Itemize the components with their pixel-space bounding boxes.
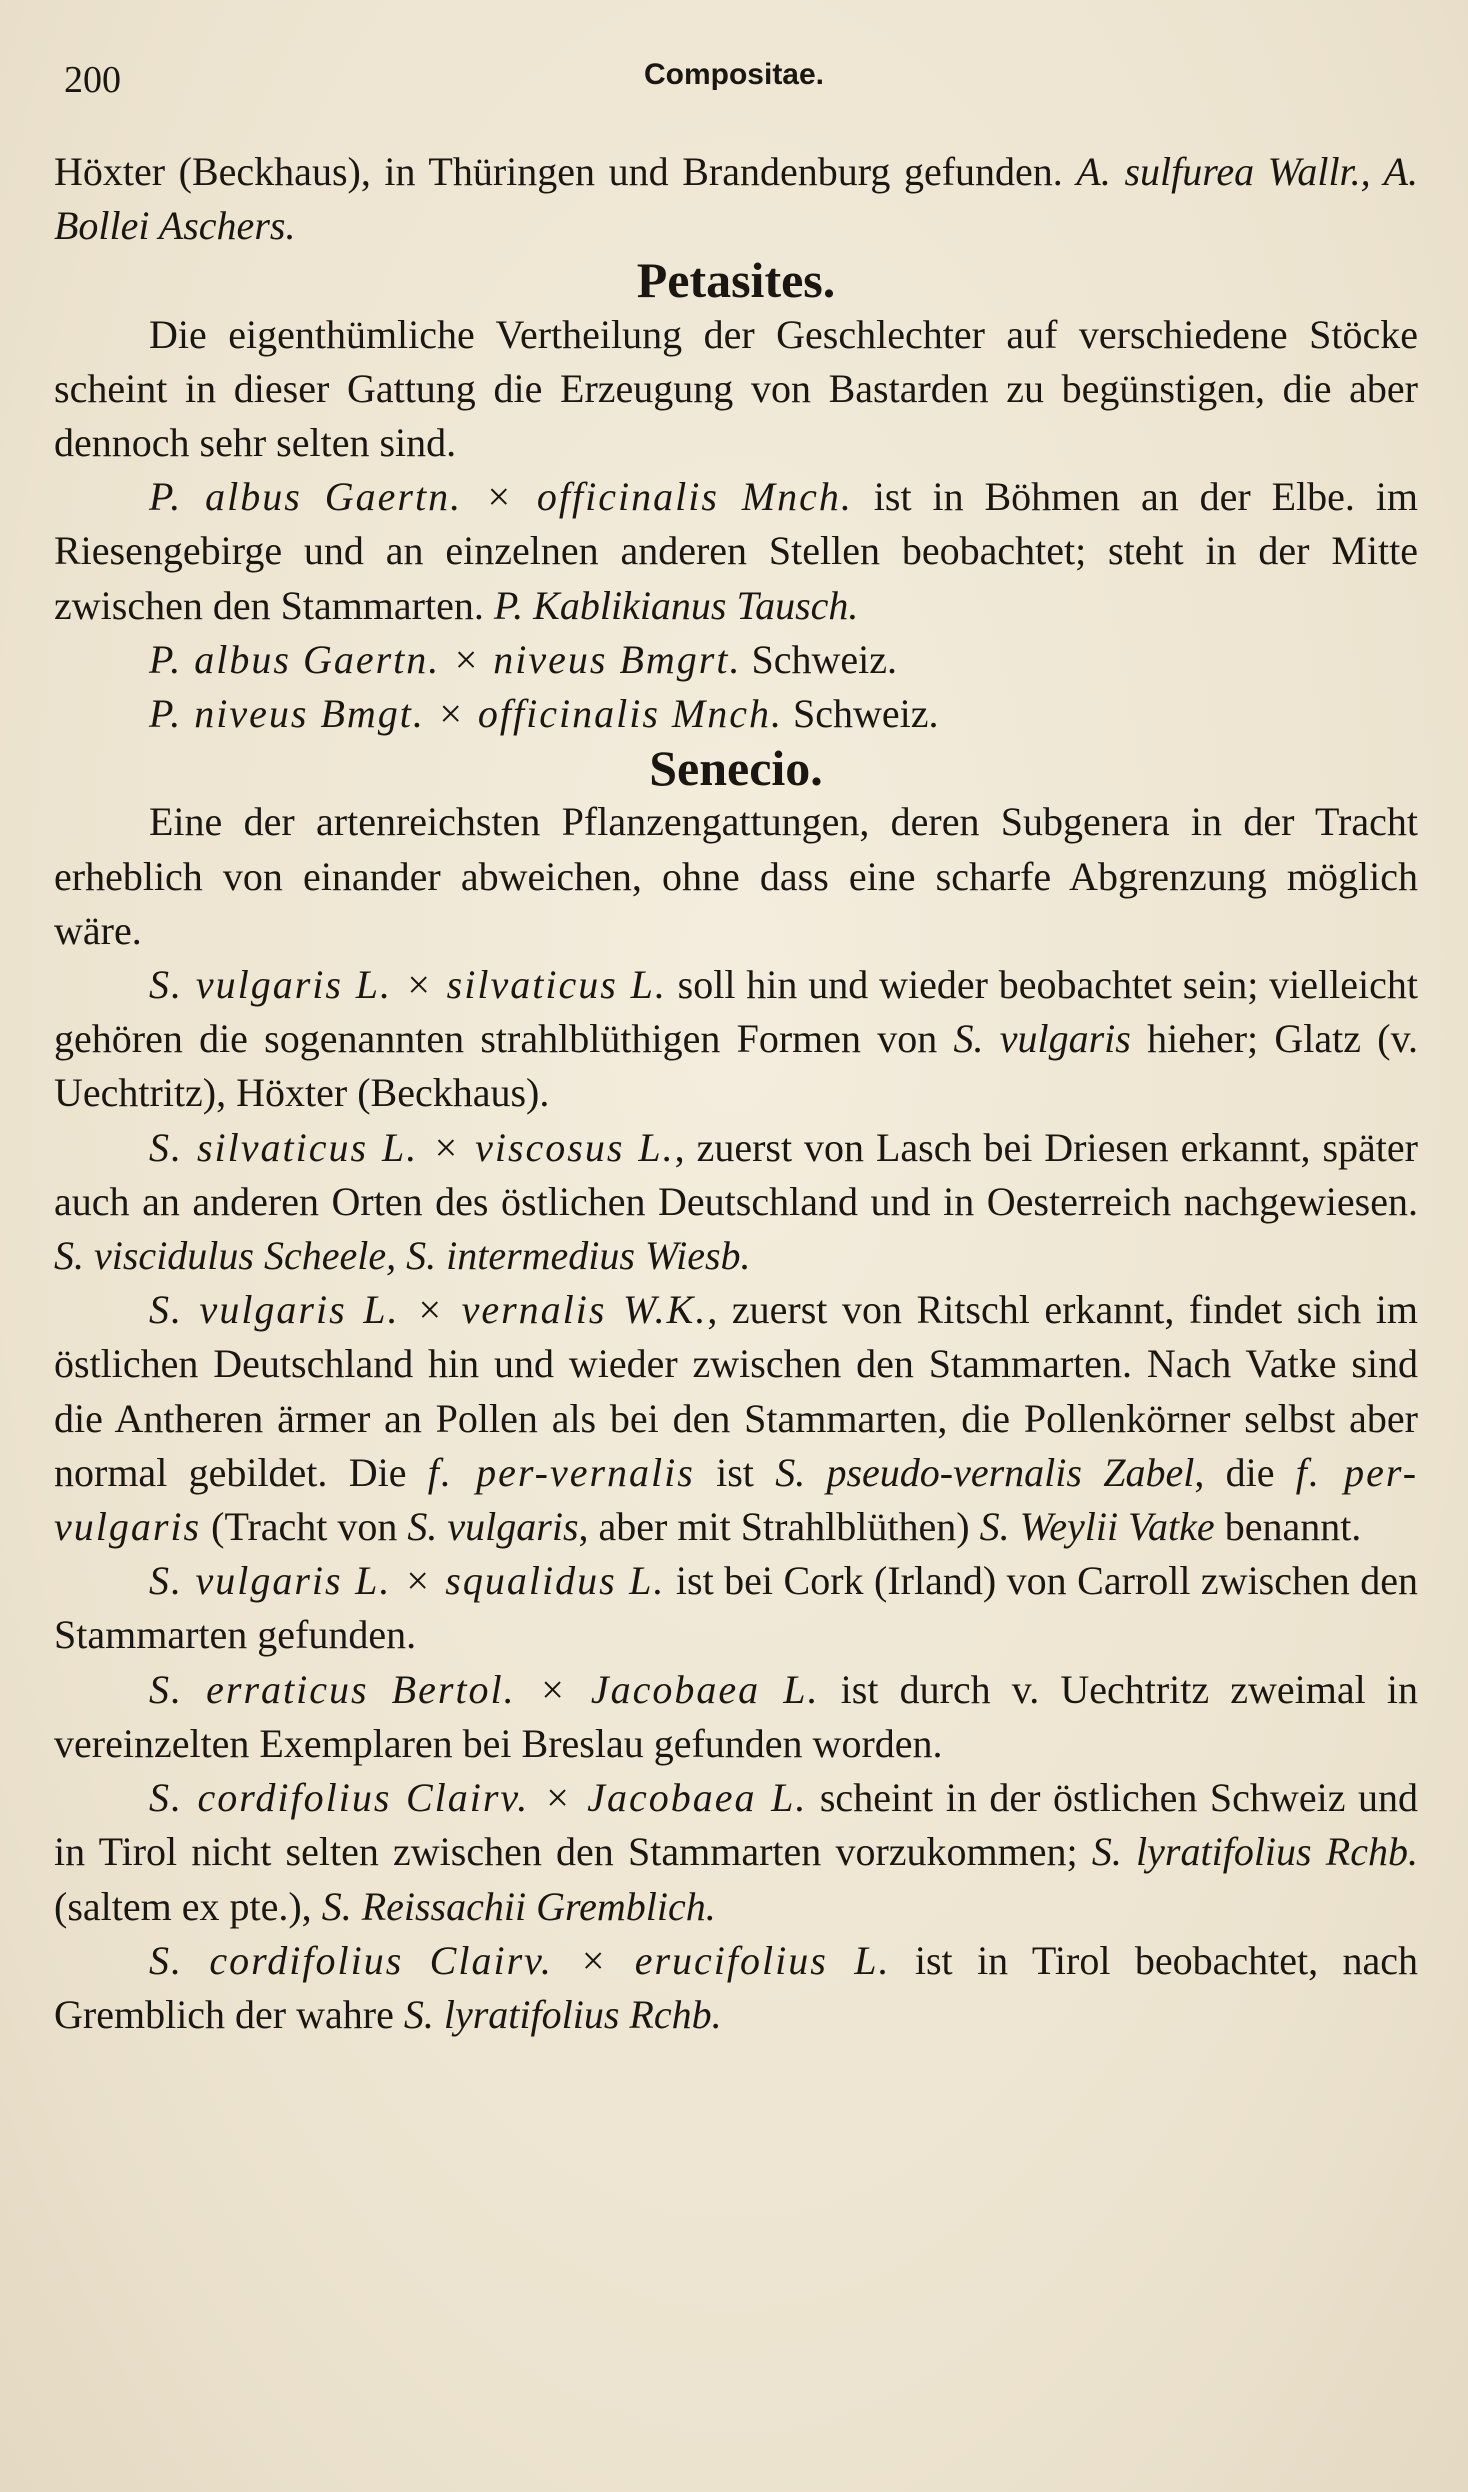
hybrid-name: S. erraticus Bertol. × Jacobaea L. xyxy=(149,1666,820,1712)
hybrid-name: P. albus Gaertn. × niveus Bmgrt. xyxy=(149,636,742,682)
entry-text: scheint in der östlichen Schweiz und in Tirol nicht selten zwischen den Stammarten vorzukommen; xyxy=(54,1775,1418,1875)
entry-text: , zuerst von Ritschl erkannt, findet sich im östlichen Deutschland hin und wieder zwischen den Stammarten. Nach Vatke sind die Antheren ärmer an Pollen als bei den Stammarten, die Pollenkörner selbst aber normal gebildet. Die xyxy=(54,1287,1419,1495)
hybrid-name: S. vulgaris L. × squalidus L. xyxy=(149,1558,666,1604)
synonym: S. lyratifolius Rchb. xyxy=(403,1991,722,2037)
hybrid-name: S. cordifolius Clairv. × erucifolius L. xyxy=(149,1937,891,1983)
synonym: S. Weylii Vatke xyxy=(979,1504,1215,1550)
senecio-intro: Eine der artenreichsten Pflanzengattungen, deren Subgenera in der Tracht erheblich von einander abweichen, ohne dass eine scharfe Abgrenzung möglich wäre. xyxy=(54,799,1418,953)
entry-text: ist xyxy=(694,1449,776,1495)
form-name: f. per-vulgaris xyxy=(54,1449,1419,1550)
genus-title-petasites: Petasites. xyxy=(636,252,836,309)
page-body xyxy=(54,145,1418,2042)
synonym: S. pseudo-vernalis Zabel xyxy=(775,1449,1195,1495)
entry-text: ist durch v. Uechtritz zweimal in vereinzelten Exemplaren bei Breslau gefunden worden. xyxy=(54,1666,1418,1766)
genus-title-senecio: Senecio. xyxy=(649,740,823,797)
page-header xyxy=(64,58,1404,108)
intro-paragraph xyxy=(54,145,1418,253)
hybrid-name: P. albus Gaertn. × officinalis Mnch. xyxy=(149,474,853,520)
hybrid-name: S. vulgaris L. × silvaticus L. xyxy=(149,962,667,1008)
synonym: S. Reissachii Gremblich. xyxy=(321,1883,716,1929)
hybrid-name: S. cordifolius Clairv. × Jacobaea L. xyxy=(149,1775,808,1821)
entry-text: ist in Tirol beobachtet, nach Gremblich der wahre xyxy=(54,1937,1418,2037)
hybrid-name: S. silvaticus L. × viscosus L. xyxy=(149,1124,675,1170)
senecio-entry-1 xyxy=(54,958,1418,1121)
intro-text: Höxter (Beckhaus), in Thüringen und Brandenburg gefunden. xyxy=(54,149,1077,194)
synonym: S. viscidulus Scheele, S. intermedius Wiesb. xyxy=(54,1233,751,1279)
running-head: Compositae. xyxy=(643,58,825,91)
entry-text: ist in Böhmen an der Elbe. im Riesengebirge und an einzelnen anderen Stellen beobachtet; steht in der Mitte zwischen den Stammarten. xyxy=(54,474,1419,628)
entry-text: hieher; Glatz (v. Uechtritz), Höxter (Beckhaus). xyxy=(54,1016,1418,1116)
senecio-entry-2 xyxy=(54,1121,1418,1284)
species-name: S. vulgaris xyxy=(407,1504,579,1550)
senecio-entry-4 xyxy=(54,1554,1418,1662)
petasites-entry-1 xyxy=(54,470,1418,633)
entry-text: (Tracht von xyxy=(201,1504,408,1550)
entry-text: (saltem ex pte.), xyxy=(54,1883,322,1929)
species-name: S. vulgaris xyxy=(953,1016,1131,1062)
entry-text: , die xyxy=(1194,1449,1296,1495)
entry-text: Schweiz. xyxy=(741,636,897,682)
petasites-entry-2 xyxy=(54,633,1418,687)
page-number: 200 xyxy=(64,59,121,101)
entry-text: benannt. xyxy=(1214,1504,1362,1550)
synonym: S. lyratifolius Rchb. xyxy=(1091,1829,1418,1875)
entry-text: , aber mit Strahlblüthen) xyxy=(578,1504,980,1550)
synonym: P. Kablikianus Tausch. xyxy=(493,582,859,628)
senecio-entry-5 xyxy=(54,1663,1418,1771)
senecio-entry-3 xyxy=(54,1283,1418,1554)
entry-text: Schweiz. xyxy=(782,691,939,737)
entry-text: ist bei Cork (Irland) von Carroll zwischen den Stammarten gefunden. xyxy=(54,1558,1418,1658)
hybrid-name: P. niveus Bmgt. × officinalis Mnch. xyxy=(149,691,783,737)
hybrid-name: S. vulgaris L. × vernalis W.K. xyxy=(149,1287,708,1333)
petasites-intro: Die eigenthümliche Vertheilung der Geschlechter auf verschiedene Stöcke scheint in dieser Gattung die Erzeugung von Bastarden zu begünstigen, die aber dennoch sehr selten sind. xyxy=(54,311,1418,466)
form-name: f. per-vernalis xyxy=(427,1449,695,1495)
petasites-entry-3 xyxy=(54,687,1418,741)
senecio-entry-6 xyxy=(54,1771,1418,1934)
intro-synonyms: A. sulfurea Wallr., A. Bollei Aschers. xyxy=(54,149,1419,249)
entry-text: soll hin und wieder beobachtet sein; vielleicht gehören die sogenannten strahlblüthigen Formen von xyxy=(54,962,1418,1062)
entry-text: , zuerst von Lasch bei Driesen erkannt, später auch an anderen Orten des östlichen Deutschland und in Oesterreich nachgewiesen. xyxy=(54,1124,1418,1224)
senecio-entry-7 xyxy=(54,1934,1418,2042)
